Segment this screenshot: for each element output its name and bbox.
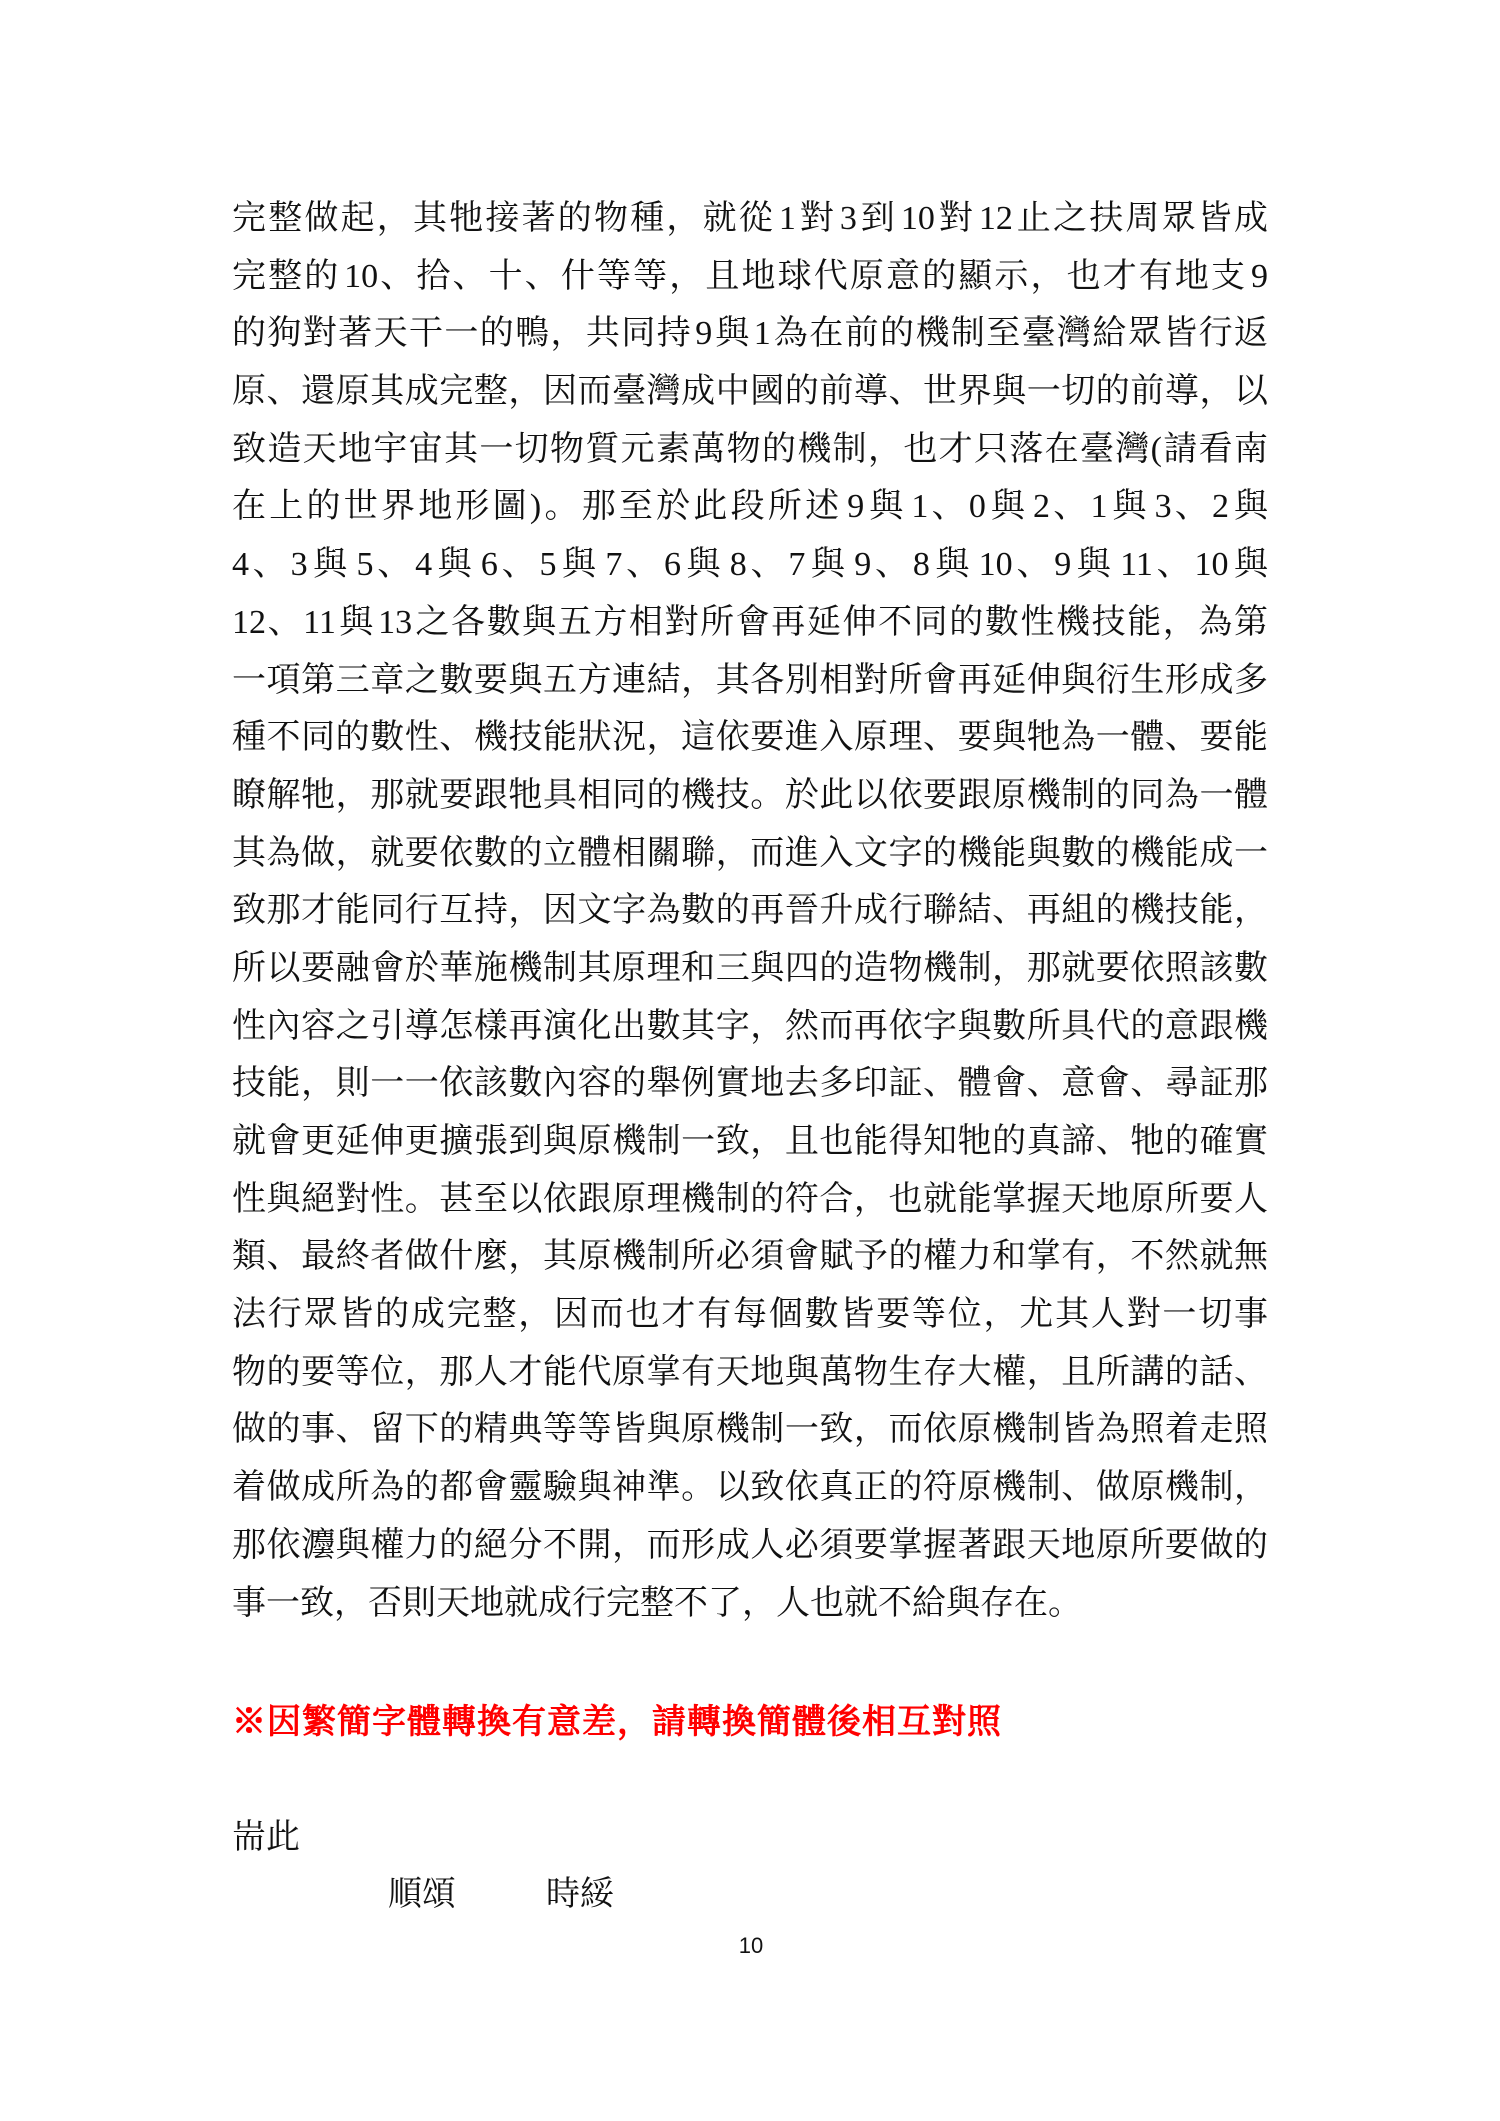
text-line: 4、3 與 5、4 與 6、5 與 7、6 與 8、7 與 9、8 與 10、9 與 11、10 與: [232, 546, 1268, 584]
text-line: 性與絕對性。甚至以依跟原理機制的符合，也就能掌握天地原所要人: [232, 1180, 1268, 1218]
text-line: 12、11 與 13 之各數與五方相對所會再延伸不同的數性機技能，為第: [232, 603, 1268, 641]
salutation-greeting: 順頌: [388, 1876, 456, 1913]
text-line: 致那才能同行互持，因文字為數的再晉升成行聯結、再組的機技能，: [232, 892, 1268, 930]
text-line: 事一致，否則天地就成行完整不了，人也就不給與存在。: [232, 1584, 1082, 1622]
closing-phrase: 耑此: [232, 1819, 300, 1856]
salutation-wish: 時綏: [546, 1876, 614, 1913]
text-line: 在上的世界地形圖)。那至於此段所述 9 與 1、0 與 2、1 與 3、2 與: [232, 488, 1268, 526]
text-line: 一項第三章之數要與五方連結，其各別相對所會再延伸與衍生形成多: [232, 661, 1268, 699]
text-line: 就會更延伸更擴張到與原機制一致，且也能得知牠的真諦、牠的確實: [232, 1123, 1268, 1160]
text-line: 性內容之引導怎樣再演化出數其字，然而再依字與數所具代的意跟機: [232, 1007, 1268, 1045]
text-line: 致造天地宇宙其一切物質元素萬物的機制，也才只落在臺灣(請看南: [232, 430, 1268, 468]
text-line: 種不同的數性、機技能狀況，這依要進入原理、要與牠為一體、要能: [232, 719, 1268, 757]
text-line: 原、還原其成完整，因而臺灣成中國的前導、世界與一切的前導，以: [232, 373, 1268, 411]
text-line: 瞭解牠，那就要跟牠具相同的機技。於此以依要跟原機制的同為一體: [232, 776, 1268, 814]
conversion-notice: ※因繁簡字體轉換有意差，請轉換簡體後相互對照: [232, 1704, 1002, 1741]
text-line: 法行眾皆的成完整，因而也才有每個數皆要等位，尤其人對一切事: [232, 1296, 1268, 1334]
text-line: 那依灋與權力的絕分不開，而形成人必須要掌握著跟天地原所要做的: [232, 1526, 1268, 1564]
text-line: 物的要等位，那人才能代原掌有天地與萬物生存大權，且所講的話、: [232, 1353, 1268, 1391]
text-line: 做的事、留下的精典等等皆與原機制一致，而依原機制皆為照着走照: [232, 1411, 1268, 1449]
text-line: 的狗對著天干一的鴨，共同持 9 與 1 為在前的機制至臺灣給眾皆行返: [232, 315, 1268, 353]
text-line: 所以要融會於華施機制其原理和三與四的造物機制，那就要依照該數: [232, 949, 1268, 987]
text-line: 完整做起，其牠接著的物種，就從 1 對 3 到 10 對 12 止之扶周眾皆成: [232, 200, 1268, 237]
body-paragraph: [232, 190, 1268, 1632]
text-line: 類、最終者做什麼，其原機制所必須會賦予的權力和掌有，不然就無: [232, 1238, 1268, 1276]
text-line: 完整的 10、拾、十、什等等，且地球代原意的顯示，也才有地支 9: [232, 257, 1268, 295]
text-line: 技能，則一一依該數內容的舉例實地去多印証、體會、意會、尋証那: [232, 1065, 1268, 1103]
text-line: 着做成所為的都會靈驗與神準。以致依真正的符原機制、做原機制，: [232, 1469, 1268, 1507]
page-number: 10: [738, 1933, 764, 1958]
text-line: 其為做，就要依數的立體相關聯，而進入文字的機能與數的機能成一: [232, 834, 1268, 872]
